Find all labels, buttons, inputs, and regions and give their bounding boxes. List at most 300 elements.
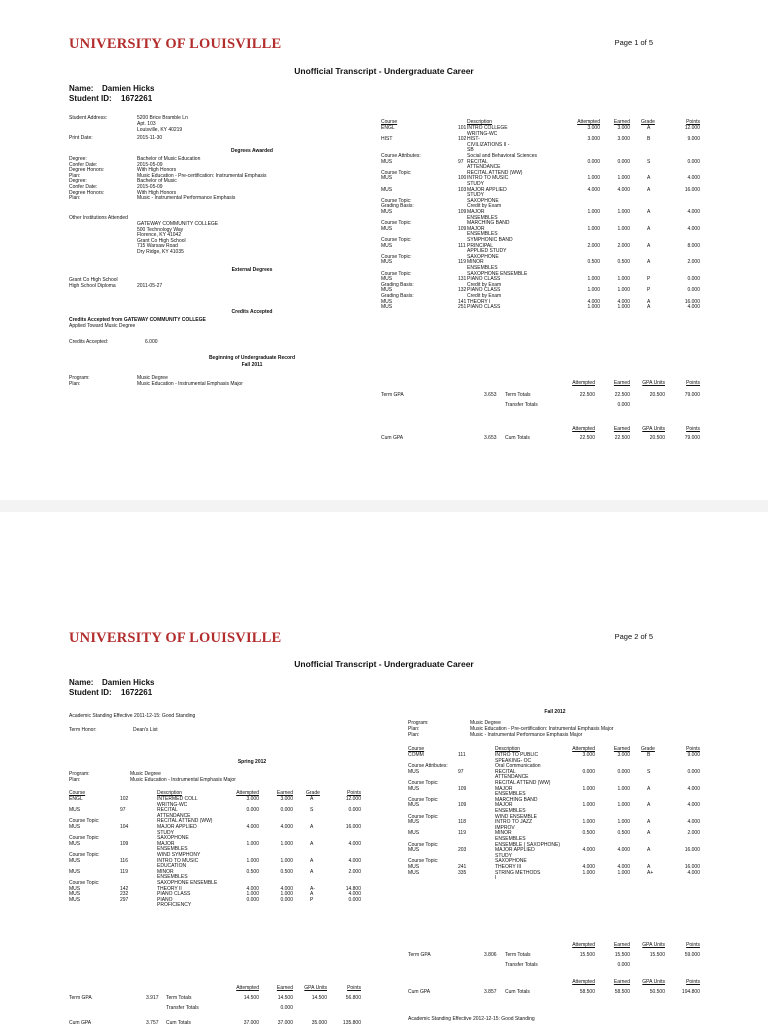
other-institution-line: Florence, KY 41042 <box>137 232 182 239</box>
course-subject: MUS <box>381 175 393 182</box>
course-points: 16.000 <box>345 824 361 830</box>
course-points: 9.000 <box>687 136 700 143</box>
course-description: HIST- <box>467 136 480 143</box>
page-separator <box>0 500 768 512</box>
program-value: Music Degree <box>130 771 161 777</box>
course-grade: A <box>647 864 651 870</box>
course-subject: MUS <box>408 802 420 809</box>
row-label: Course Topic: <box>69 852 100 858</box>
course-grade: A+ <box>647 869 654 876</box>
col-points: Points <box>686 746 700 752</box>
course-earned: 1.000 <box>617 209 630 215</box>
credits-accepted-label: Credits Accepted: <box>69 339 109 345</box>
other-institution-line: 715 Warsaw Road <box>137 243 178 250</box>
course-subject: MUS <box>381 287 393 294</box>
course-number: 100 <box>458 175 467 182</box>
name-label: Name: <box>69 84 94 93</box>
course-subject: MUS <box>381 259 393 266</box>
course-grade: A- <box>310 885 315 892</box>
course-number: 119 <box>458 259 466 266</box>
course-subject: MUS <box>408 785 420 792</box>
tot-earned-header: Earned <box>613 942 630 948</box>
course-earned: 0.500 <box>280 868 293 875</box>
student-id-row <box>69 688 152 698</box>
course-description: Credit by Exam <box>467 281 502 288</box>
cum-earned-header: Earned <box>613 426 630 432</box>
course-subject: MUS <box>381 209 393 215</box>
course-description: MINOR <box>157 868 174 875</box>
course-number: 119 <box>458 830 466 837</box>
other-institution-line: Grant Co High School <box>137 237 186 244</box>
course-grade: A <box>310 868 314 875</box>
course-grade: S <box>647 768 651 775</box>
row-label: Course Topic: <box>381 237 412 243</box>
course-points: 0.000 <box>348 896 361 903</box>
address-line: Louisville, KY 40219 <box>137 127 183 133</box>
course-grade: A <box>310 857 314 864</box>
course-points: 16.000 <box>684 186 700 193</box>
course-subject: HIST <box>381 136 393 143</box>
row-label: Course Attributes: <box>381 153 421 159</box>
cum-earned-header: Earned <box>613 979 630 985</box>
course-earned: 2.000 <box>617 242 630 249</box>
term-totals-label: Term Totals <box>505 392 531 398</box>
col-course: Course <box>381 119 398 125</box>
course-earned: 1.000 <box>617 802 630 809</box>
course-description: PIANO CLASS <box>467 287 501 294</box>
course-description: SAXOPHONE <box>467 197 499 204</box>
course-attempted: 1.000 <box>246 857 259 864</box>
term-heading-spring: Spring 2012 <box>237 759 267 765</box>
tot-gpa-units-header: GPA Units <box>304 985 327 991</box>
row-label: Course Topic: <box>408 796 439 803</box>
course-description: INTRO TO MUSIC <box>467 175 509 182</box>
tot-gpa-units-header: GPA Units <box>642 380 665 386</box>
course-grade: A <box>647 186 651 193</box>
cum-gpa: 3.757 <box>146 1020 159 1026</box>
row-label: Grading Basis: <box>381 293 414 299</box>
course-attempted: 1.000 <box>582 802 595 809</box>
plan-value-2: Music - Instrumental Performance Emphasis Major <box>470 732 583 738</box>
transcript-title: Unofficial Transcript - Undergraduate Career <box>294 659 474 669</box>
row-label: Course Topic: <box>69 818 100 825</box>
course-earned: 0.000 <box>617 158 630 165</box>
course-description: PROFICIENCY <box>157 902 192 909</box>
cum-points: 194.800 <box>681 989 700 995</box>
cum-attempted-header: Attempted <box>572 979 595 985</box>
course-subject: MUS <box>381 304 393 311</box>
row-label: Course Topic: <box>69 880 100 886</box>
course-number: 109 <box>458 209 467 215</box>
col-grade: Grade <box>641 746 655 752</box>
cum-points-header: Points <box>686 979 700 985</box>
course-earned: 4.000 <box>617 847 630 854</box>
plan-value: Music Education - Pre-certification: Instrumental Emphasis Major <box>470 726 614 732</box>
course-points: 4.000 <box>687 209 700 215</box>
transfer-totals-label: Transfer Totals <box>505 962 538 968</box>
course-earned: 1.000 <box>617 276 630 283</box>
cum-gpa-units: 35.000 <box>311 1020 327 1026</box>
course-attempted: 1.000 <box>246 840 259 847</box>
course-description: WRITNG-WC <box>157 801 188 808</box>
other-institution-line: Dry Ridge, KY 41035 <box>137 249 184 255</box>
col-description: Description <box>495 746 521 752</box>
course-description: ENSEMBLES <box>157 874 188 881</box>
course-description: THEORY I <box>467 298 491 305</box>
academic-standing: Academic Standing Effective 2011-12-15: Good Standing <box>69 713 196 719</box>
course-attempted: 0.000 <box>246 896 259 903</box>
degree-field-value: With High Honors <box>137 189 177 196</box>
course-grade: A <box>647 209 651 215</box>
course-description: MAJOR <box>467 225 485 232</box>
course-number: 119 <box>120 868 128 875</box>
course-subject: MUS <box>69 891 81 898</box>
course-description: INTERMED COLL <box>157 796 198 802</box>
student-id-label: Student ID: <box>69 688 112 697</box>
course-subject: MUS <box>408 768 420 775</box>
course-attempted: 1.000 <box>582 819 595 826</box>
col-attempted: Attempted <box>572 746 595 752</box>
other-institutions-label: Other Institutions Attended <box>69 215 128 221</box>
course-earned: 1.000 <box>280 891 293 898</box>
col-course: Course <box>408 746 425 752</box>
course-attempted: 1.000 <box>587 287 600 294</box>
course-earned: 3.000 <box>617 752 630 758</box>
row-label: Grading Basis: <box>381 281 414 288</box>
course-grade: A <box>647 802 651 809</box>
term-heading-fall: Fall 2012 <box>544 709 566 715</box>
course-description: RECITAL <box>495 768 516 775</box>
term-attempted: 22.500 <box>579 392 595 398</box>
student-name-row <box>69 678 154 688</box>
course-description: PIANO <box>157 896 173 903</box>
degrees-awarded-heading: Degrees Awarded <box>231 148 273 154</box>
degree-field-label: Plan: <box>69 172 81 179</box>
course-number: 101 <box>458 125 467 131</box>
course-grade: A <box>647 830 651 837</box>
term-points: 59.000 <box>684 952 700 958</box>
course-points: 16.000 <box>684 298 700 305</box>
course-number: 103 <box>458 186 467 193</box>
course-description: EDUCATION <box>157 863 187 870</box>
course-description: ATTENDANCE <box>495 774 529 781</box>
course-subject: ENGL <box>69 796 83 802</box>
term-attempted: 15.500 <box>579 952 595 958</box>
course-grade: A <box>310 824 314 830</box>
tot-attempted-header: Attempted <box>572 380 595 386</box>
course-grade: B <box>647 752 651 758</box>
course-description: RECITAL ATTEND (WW) <box>467 169 523 176</box>
course-description: STUDY <box>467 192 484 199</box>
course-earned: 3.000 <box>280 796 293 802</box>
course-attempted: 1.000 <box>587 304 600 311</box>
course-description: ENSEMBLES <box>467 214 498 221</box>
course-subject: MUS <box>408 830 420 837</box>
course-description: RECITAL ATTEND (WW) <box>157 818 213 825</box>
course-description: ENSEMBLE ( SAXOPHONE) <box>495 841 561 848</box>
course-number: 132 <box>458 287 467 294</box>
course-attempted: 0.000 <box>582 768 595 775</box>
course-description: ENSEMBLES <box>495 791 526 798</box>
tot-points-header: Points <box>686 942 700 948</box>
course-subject: MUS <box>69 885 81 892</box>
course-points: 14.800 <box>345 885 361 892</box>
course-number: 203 <box>458 847 467 854</box>
course-attempted: 4.000 <box>582 847 595 854</box>
col-grade: Grade <box>306 790 320 796</box>
course-points: 4.000 <box>687 785 700 792</box>
degree-field-value: 2015-05-09 <box>137 184 163 190</box>
col-points: Points <box>686 119 700 125</box>
term-totals-label: Term Totals <box>166 995 192 1001</box>
cum-gpa-label: Cum GPA <box>69 1020 92 1026</box>
course-grade: A <box>310 796 314 802</box>
course-points: 12.000 <box>345 796 361 802</box>
course-subject: COMM <box>408 752 424 758</box>
course-points: 2.000 <box>687 830 700 837</box>
course-points: 0.000 <box>687 158 700 165</box>
course-description: Credit by Exam <box>467 293 502 299</box>
other-institution-line: 500 Technology Way <box>137 226 184 233</box>
term-earned: 22.500 <box>614 392 630 398</box>
student-name: Damien Hicks <box>102 84 155 93</box>
course-points: 9.000 <box>687 752 700 758</box>
course-description: SAXOPHONE ENSEMBLE <box>157 880 218 886</box>
course-description: SAXOPHONE <box>467 253 499 260</box>
course-earned: 4.000 <box>280 885 293 892</box>
course-earned: 1.000 <box>617 785 630 792</box>
course-description: PIANO CLASS <box>467 304 501 311</box>
course-earned: 1.000 <box>280 857 293 864</box>
cum-points-header: Points <box>686 426 700 432</box>
course-subject: ENGL <box>381 125 395 131</box>
col-earned: Earned <box>276 790 293 796</box>
course-description: MARCHING BAND <box>495 796 538 803</box>
col-description: Description <box>157 790 183 796</box>
program-label: Program: <box>69 771 90 777</box>
course-number: 97 <box>458 768 464 775</box>
degree-field-label: Degree: <box>69 178 87 185</box>
course-description: RECITAL <box>467 158 488 165</box>
course-grade: A <box>647 175 651 182</box>
term-earned: 14.500 <box>277 995 293 1001</box>
course-attempted: 4.000 <box>587 298 600 305</box>
course-description: I <box>495 875 497 882</box>
course-attempted: 4.000 <box>246 885 259 892</box>
degree-field-value: Music - Instrumental Performance Emphasis <box>137 195 236 202</box>
course-description: RECITAL ATTEND (WW) <box>495 780 551 786</box>
term-points: 56.800 <box>345 995 361 1001</box>
course-earned: 0.500 <box>617 259 630 266</box>
course-points: 4.000 <box>687 869 700 876</box>
course-attempted: 3.000 <box>582 752 595 758</box>
university-name: UNIVERSITY OF LOUISVILLE <box>69 630 282 646</box>
course-description: ENSEMBLES <box>467 265 498 271</box>
col-points: Points <box>347 790 361 796</box>
course-earned: 3.000 <box>617 125 630 131</box>
row-label: Course Topic: <box>408 858 439 865</box>
course-grade: A <box>647 259 651 266</box>
course-attempted: 3.000 <box>587 136 600 143</box>
university-name: UNIVERSITY OF LOUISVILLE <box>69 36 282 52</box>
course-description: THEORY III <box>495 864 522 870</box>
course-grade: A <box>647 225 651 232</box>
tot-points-header: Points <box>686 380 700 386</box>
course-earned: 4.000 <box>617 864 630 870</box>
course-attempted: 0.500 <box>582 830 595 837</box>
course-subject: MUS <box>408 869 420 876</box>
plan-value: Music Education - Instrumental Emphasis Major <box>137 381 243 387</box>
course-number: 131 <box>458 276 467 283</box>
transfer-totals-value: 0.000 <box>280 1005 293 1011</box>
external-degrees-heading: External Degrees <box>231 267 273 273</box>
course-points: 0.000 <box>687 287 700 294</box>
course-earned: 1.000 <box>617 175 630 182</box>
term-gpa: 3.806 <box>484 952 497 958</box>
row-label: Course Topic: <box>408 841 439 848</box>
course-grade: S <box>647 158 651 165</box>
course-grade: B <box>647 136 651 143</box>
term-honor-label: Term Honor: <box>69 727 97 733</box>
course-number: 111 <box>458 752 466 758</box>
address-label: Student Address: <box>69 115 108 121</box>
course-earned: 1.000 <box>617 304 630 311</box>
course-earned: 0.500 <box>617 830 630 837</box>
degree-field-value: Bachelor of Music Education <box>137 156 201 162</box>
name-label: Name: <box>69 678 94 687</box>
term-attempted: 14.500 <box>243 995 259 1001</box>
transcript-title: Unofficial Transcript - Undergraduate Career <box>294 66 474 76</box>
course-attempted: 1.000 <box>246 891 259 898</box>
course-points: 4.000 <box>687 819 700 826</box>
course-number: 251 <box>458 304 467 311</box>
term-earned: 15.500 <box>614 952 630 958</box>
plan-label: Plan: <box>408 726 420 732</box>
course-description: RECITAL <box>157 807 178 814</box>
course-earned: 1.000 <box>617 287 630 294</box>
course-description: SB <box>467 147 474 154</box>
course-earned: 0.000 <box>617 768 630 775</box>
course-description: Oral Communication <box>495 763 541 770</box>
course-description: WRITNG-WC <box>467 130 498 137</box>
credits-accepted-heading: Credits Accepted <box>231 309 273 315</box>
course-earned: 4.000 <box>617 186 630 193</box>
tot-attempted-header: Attempted <box>236 985 259 991</box>
course-points: 4.000 <box>348 840 361 847</box>
cum-earned: 22.500 <box>614 435 630 441</box>
col-earned: Earned <box>613 119 630 125</box>
course-description: PIANO CLASS <box>467 276 501 283</box>
course-earned: 1.000 <box>617 869 630 876</box>
transcript-page-2 <box>0 512 768 1024</box>
course-points: 0.000 <box>687 276 700 283</box>
course-points: 4.000 <box>687 802 700 809</box>
course-description: MAJOR <box>157 840 175 847</box>
cum-gpa-units-header: GPA Units <box>642 426 665 432</box>
course-attempted: 4.000 <box>246 824 259 830</box>
cum-totals-label: Cum Totals <box>505 435 530 441</box>
col-description: Description <box>467 119 493 125</box>
plan-label: Plan: <box>69 381 81 387</box>
course-attempted: 1.000 <box>582 785 595 792</box>
course-attempted: 1.000 <box>582 869 595 876</box>
course-subject: MUS <box>408 819 420 826</box>
page-number: Page 1 of 5 <box>614 38 653 47</box>
plan-label: Plan: <box>69 777 81 783</box>
course-number: 232 <box>120 891 129 898</box>
course-number: 111 <box>458 242 466 249</box>
course-subject: MUS <box>69 807 81 814</box>
transfer-totals-label: Transfer Totals <box>505 402 538 408</box>
address-line: 5200 Brice Bramble Ln <box>137 115 188 121</box>
course-number: 104 <box>120 824 129 830</box>
course-description: Credit by Exam <box>467 203 502 210</box>
cum-points: 79.000 <box>684 435 700 441</box>
row-label: Course Topic: <box>408 813 439 820</box>
course-description: ATTENDANCE <box>157 812 191 819</box>
term-gpa: 3.653 <box>484 392 497 398</box>
course-description: MAJOR <box>495 802 513 809</box>
course-subject: MUS <box>381 225 393 232</box>
course-number: 141 <box>458 298 467 305</box>
transfer-totals-value: 0.000 <box>617 962 630 968</box>
tot-attempted-header: Attempted <box>572 942 595 948</box>
course-points: 0.000 <box>687 768 700 775</box>
course-description: MAJOR <box>495 785 513 792</box>
course-attempted: 3.000 <box>246 796 259 802</box>
cum-attempted: 22.500 <box>579 435 595 441</box>
external-school: Grant Co High School <box>69 277 118 283</box>
course-subject: MUS <box>408 864 420 870</box>
course-description: MINOR <box>467 259 484 266</box>
cum-earned: 58.500 <box>614 989 630 995</box>
row-label: Course Topic: <box>381 253 412 260</box>
course-description: ATTENDANCE <box>467 164 501 171</box>
cum-gpa-units-header: GPA Units <box>642 979 665 985</box>
term-gpa-units: 15.500 <box>649 952 665 958</box>
course-points: 4.000 <box>687 304 700 311</box>
course-attempted: 1.000 <box>587 276 600 283</box>
degree-field-label: Degree Honors: <box>69 189 105 196</box>
course-description: STUDY <box>495 852 512 859</box>
external-date: 2011-05-27 <box>137 283 163 289</box>
degree-field-label: Confer Date: <box>69 184 98 190</box>
course-description: STUDY <box>157 829 174 836</box>
course-subject: MUS <box>381 158 393 165</box>
course-attempted: 4.000 <box>582 864 595 870</box>
row-label: Course Attributes: <box>408 763 448 770</box>
beginning-record-heading: Beginning of Undergraduate Record <box>208 355 296 361</box>
course-number: 102 <box>120 796 129 802</box>
course-attempted: 2.000 <box>587 242 600 249</box>
term-gpa-label: Term GPA <box>381 392 404 398</box>
page-number: Page 2 of 5 <box>614 632 653 641</box>
course-description: SAXOPHONE <box>157 835 189 842</box>
course-description: MAJOR APPLIED <box>157 824 197 830</box>
course-description: SYMPHONIC BAND <box>467 237 513 243</box>
col-earned: Earned <box>613 746 630 752</box>
term-points: 79.000 <box>684 392 700 398</box>
course-number: 118 <box>458 819 466 826</box>
course-number: 109 <box>458 225 467 232</box>
course-attempted: 1.000 <box>587 225 600 232</box>
course-points: 16.000 <box>684 864 700 870</box>
course-number: 335 <box>458 869 467 876</box>
term-gpa-units: 20.500 <box>649 392 665 398</box>
plan-label: Plan: <box>408 732 420 738</box>
col-attempted: Attempted <box>236 790 259 796</box>
course-description: MAJOR APPLIED <box>467 186 507 193</box>
